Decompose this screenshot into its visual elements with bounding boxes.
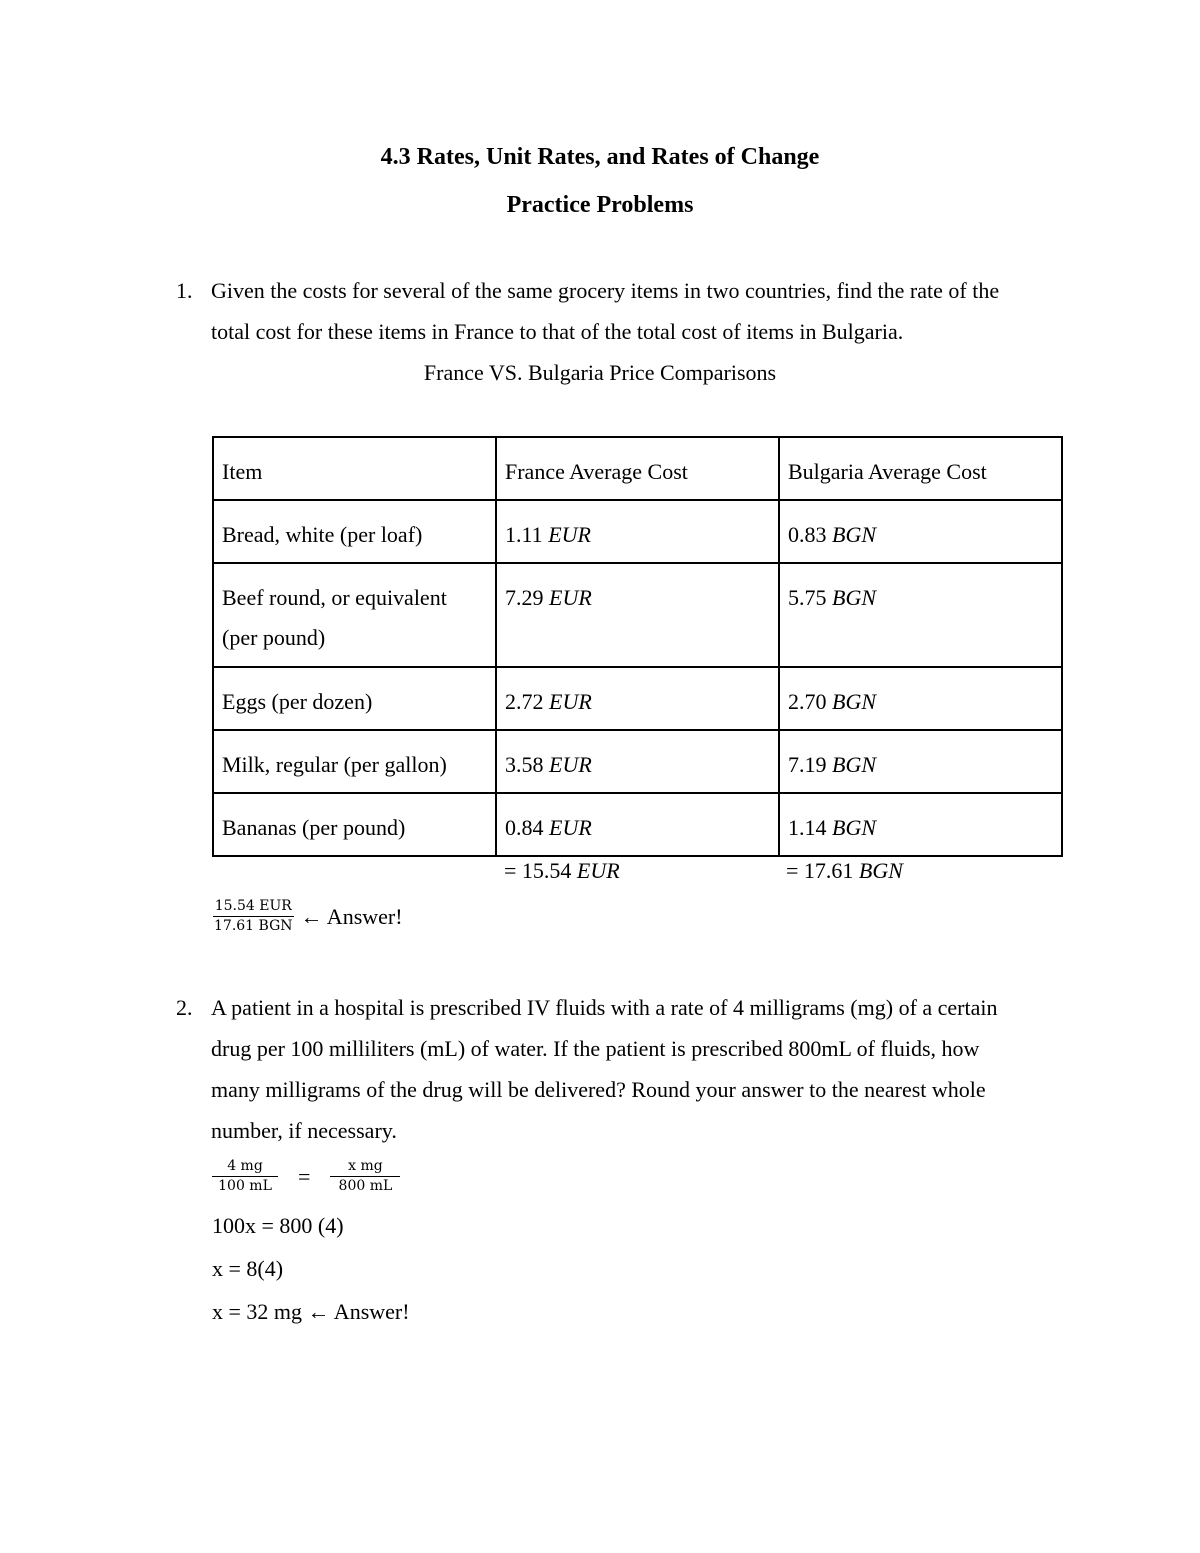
- table-row: [213, 730, 1062, 793]
- left-fraction: [212, 1158, 278, 1195]
- item-name: Beef round, or equivalent: [222, 585, 447, 610]
- france-cost-value: 1.11: [505, 522, 543, 547]
- solution-step-2: x = 8(4): [212, 1256, 284, 1281]
- fraction-numerator: 15.54 EUR: [213, 898, 294, 917]
- fraction-denominator: 17.61 BGN: [214, 918, 293, 934]
- problem-2-number: 2.: [176, 995, 193, 1020]
- bulgaria-cost-unit: BGN: [832, 752, 876, 777]
- table-row: [213, 667, 1062, 730]
- equals-sign: =: [298, 1163, 311, 1189]
- france-cost-unit: EUR: [549, 752, 592, 777]
- right-fraction: [330, 1158, 400, 1195]
- item-cell: [213, 730, 496, 793]
- bulgaria-cost-cell: [779, 500, 1062, 563]
- solution-step-3: x = 32 mg ← Answer!: [212, 1299, 410, 1324]
- problem-2-text-line-4: number, if necessary.: [211, 1118, 397, 1143]
- france-cost-unit: EUR: [549, 815, 592, 840]
- bulgaria-cost-unit: BGN: [832, 815, 876, 840]
- france-cost-value: 3.58: [505, 752, 544, 777]
- answer-fraction: [212, 898, 295, 935]
- bulgaria-cost-cell: [779, 667, 1062, 730]
- bulgaria-cost-unit: BGN: [832, 585, 876, 610]
- bulgaria-cost-value: 1.14: [788, 815, 827, 840]
- france-cost-unit: EUR: [549, 689, 592, 714]
- fraction-denominator: 800 mL: [338, 1178, 393, 1194]
- bulgaria-cost-value: 7.19: [788, 752, 827, 777]
- item-cell: [213, 667, 496, 730]
- solution-step-1: 100x = 800 (4): [212, 1213, 344, 1238]
- item-cell: [213, 793, 496, 856]
- page-subtitle: Practice Problems: [506, 192, 694, 218]
- fraction-numerator: x mg: [330, 1158, 400, 1177]
- fraction-numerator: 4 mg: [212, 1158, 278, 1177]
- bulgaria-cost-value: 2.70: [788, 689, 827, 714]
- france-total-value: = 15.54: [504, 858, 572, 883]
- france-cost-unit: EUR: [549, 585, 592, 610]
- table-header-cell: France Average Cost: [496, 437, 779, 500]
- problem-1-answer: [212, 898, 403, 935]
- france-cost-cell: [496, 667, 779, 730]
- problem-1-text-line-2: total cost for these items in France to that of the total cost of items in Bulgaria.: [211, 319, 904, 344]
- item-name: Milk, regular (per gallon): [222, 752, 447, 777]
- item-cell: [213, 563, 496, 667]
- table-header-cell: Bulgaria Average Cost: [779, 437, 1062, 500]
- bulgaria-cost-value: 5.75: [788, 585, 827, 610]
- france-cost-cell: [496, 793, 779, 856]
- france-cost-cell: [496, 730, 779, 793]
- france-cost-unit: EUR: [548, 522, 591, 547]
- problem-2-text-line-3: many milligrams of the drug will be delivered? Round your answer to the nearest whole: [211, 1077, 986, 1102]
- france-total: [504, 858, 620, 884]
- item-name: Bread, white (per loaf): [222, 522, 423, 547]
- france-cost-value: 0.84: [505, 815, 544, 840]
- bulgaria-cost-value: 0.83: [788, 522, 827, 547]
- proportion-equation: [212, 1158, 400, 1195]
- france-cost-value: 2.72: [505, 689, 544, 714]
- problem-1-number: 1.: [176, 278, 193, 303]
- bulgaria-cost-cell: [779, 793, 1062, 856]
- france-cost-value: 7.29: [505, 585, 544, 610]
- table-caption: France VS. Bulgaria Price Comparisons: [423, 360, 777, 385]
- bulgaria-total: [786, 858, 903, 884]
- bulgaria-total-value: = 17.61: [786, 858, 854, 883]
- bulgaria-cost-unit: BGN: [832, 522, 876, 547]
- table-row: [213, 793, 1062, 856]
- france-total-unit: EUR: [576, 858, 620, 883]
- table-row: [213, 500, 1062, 563]
- item-name: Bananas (per pound): [222, 815, 406, 840]
- problem-2-text-line-1: A patient in a hospital is prescribed IV fluids with a rate of 4 milligrams (mg) of a certain: [211, 995, 998, 1020]
- france-cost-cell: [496, 563, 779, 667]
- problem-1-text-line-1: Given the costs for several of the same grocery items in two countries, find the rate of the: [211, 278, 1000, 303]
- page-title: 4.3 Rates, Unit Rates, and Rates of Change: [380, 144, 820, 170]
- bulgaria-cost-cell: [779, 730, 1062, 793]
- item-name: Eggs (per dozen): [222, 689, 373, 714]
- price-comparison-table: [212, 436, 1063, 857]
- problem-2-text-line-2: drug per 100 milliliters (mL) of water. If the patient is prescribed 800mL of fluids, how: [211, 1036, 980, 1061]
- bulgaria-cost-cell: [779, 563, 1062, 667]
- answer-label: ← Answer!: [300, 903, 403, 929]
- france-cost-cell: [496, 500, 779, 563]
- table-header-cell: Item: [213, 437, 496, 500]
- item-name-continued: (per pound): [222, 625, 326, 650]
- table-row: [213, 563, 1062, 667]
- bulgaria-cost-unit: BGN: [832, 689, 876, 714]
- table-header-row: [213, 437, 1062, 500]
- fraction-denominator: 100 mL: [218, 1178, 272, 1194]
- item-cell: [213, 500, 496, 563]
- bulgaria-total-unit: BGN: [858, 858, 903, 883]
